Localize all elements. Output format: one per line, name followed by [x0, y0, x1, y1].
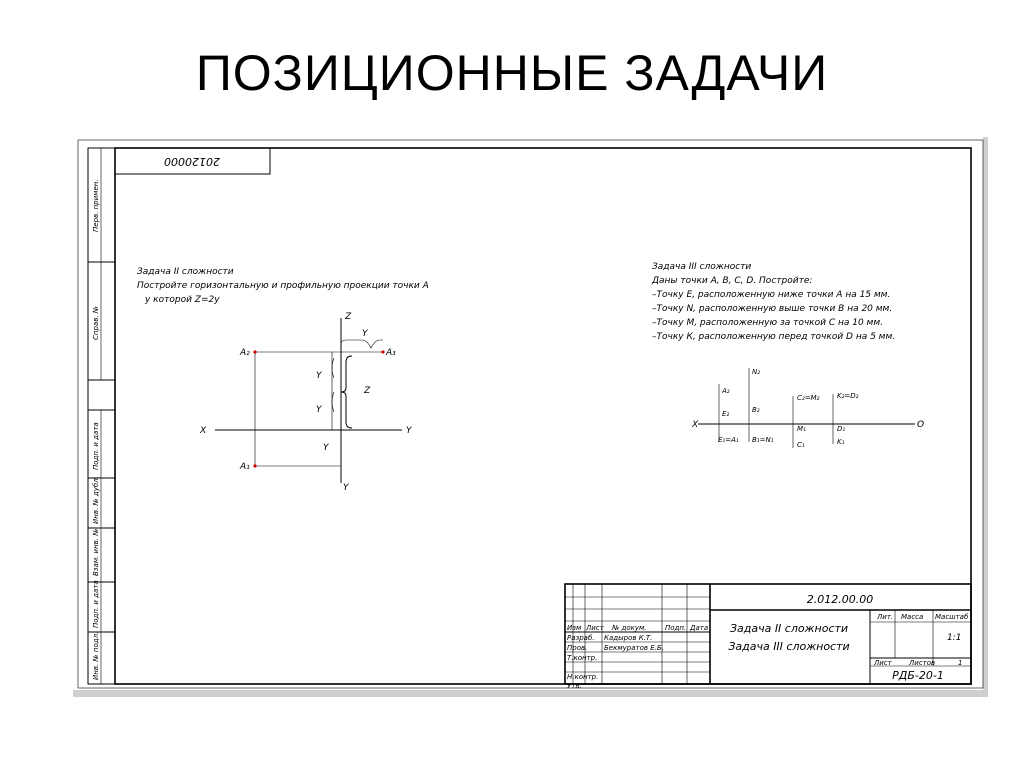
- tb-col-sign: Подп.: [665, 624, 687, 632]
- side-label-4: Инв. № дубл.: [92, 476, 100, 524]
- task3-label-e2: E₂: [722, 410, 730, 418]
- task3-label-k1: K₁: [837, 438, 845, 446]
- task3-label-c1: C₁: [797, 441, 805, 449]
- tb-row-role: Пров.: [567, 644, 588, 652]
- tb-mass-header: Масса: [901, 613, 924, 621]
- task2-brace-z: [341, 356, 352, 428]
- tb-col-izm: Изм: [567, 624, 582, 632]
- tb-col-list: Лист: [586, 624, 604, 632]
- tb-code: 2.012.00.00: [806, 593, 874, 606]
- task3-label-x: X: [692, 420, 699, 430]
- task2-label-z-brace: Z: [364, 386, 371, 396]
- task3-label-k2d2: K₂=D₂: [837, 392, 859, 400]
- task3-line-2: –Точку Е, расположенную ниже точки А на 15 мм.: [652, 290, 891, 300]
- task2-label-y-bottom: Y: [343, 483, 349, 493]
- task2-label-y-mid: Y: [323, 443, 329, 453]
- side-label-2: Справ. №: [92, 305, 100, 340]
- task2-diagram: [199, 312, 413, 493]
- task2-label-y-top: Y: [362, 329, 368, 339]
- task2-text: [137, 267, 429, 305]
- tb-name-line1: Задача II сложности: [729, 622, 849, 635]
- task3-diagram: [691, 368, 924, 449]
- task2-line-2: у которой Z=2y: [145, 295, 220, 305]
- task3-label-o: O: [917, 420, 925, 430]
- tb-scale-header: Масштаб: [935, 613, 969, 621]
- task2-title: Задача II сложности: [137, 267, 234, 277]
- tb-col-date: Дата: [690, 624, 709, 632]
- side-label-6: Подп. и дата: [92, 580, 100, 628]
- title-block: [565, 584, 971, 690]
- task3-line-1: Даны точки А, В, С, D. Постройте:: [652, 276, 813, 286]
- tb-sheet-label: Лист: [874, 659, 892, 667]
- task3-line-5: –Точку К, расположенную перед точкой D на 5 мм.: [652, 332, 896, 342]
- task2-label-a3: A₃: [386, 348, 396, 358]
- task3-label-a2: A₂: [722, 387, 730, 395]
- task2-label-y-right: Y: [406, 426, 412, 436]
- task3-text: [651, 262, 895, 342]
- task3-label-b1n1: B₁=N₁: [752, 436, 774, 444]
- tb-row-role: Н.контр.: [567, 673, 599, 681]
- side-label-5: Взам. инв. №: [92, 528, 100, 576]
- side-label-1: Перв. примен.: [92, 179, 100, 232]
- tb-row-role: Разраб.: [567, 634, 595, 642]
- tb-row-role: Т.контр.: [567, 654, 598, 662]
- top-stamp: [115, 148, 270, 174]
- side-strip: [88, 148, 115, 684]
- task2-label-a2: A₂: [240, 348, 250, 358]
- task2-brace-top: [341, 340, 383, 348]
- tb-row-name: Бекмуратов Е.Б.: [604, 644, 664, 652]
- tb-org: РДБ-20-1: [892, 669, 944, 682]
- tb-row-name: Кадыров К.Т.: [604, 634, 653, 642]
- side-label-7: Инв. № подл.: [92, 631, 100, 680]
- task2-line-1: Постройте горизонтальную и профильную проекции точки А: [137, 281, 429, 291]
- tb-sheets-label: Листов: [909, 659, 936, 667]
- slide-title: ПОЗИЦИОННЫЕ ЗАДАЧИ: [195, 45, 829, 101]
- top-stamp-code: 20120000: [164, 155, 220, 168]
- task3-line-3: –Точку N, расположенную выше точки В на 20 мм.: [652, 304, 893, 314]
- task2-label-a1: A₁: [240, 462, 250, 472]
- side-label-3: Подп. и дата: [92, 422, 100, 470]
- task3-label-d1: D₁: [837, 425, 846, 433]
- tb-scale-value: 1:1: [947, 633, 962, 643]
- task3-label-e1a1: E₁=A₁: [718, 436, 739, 444]
- task3-title: Задача III сложности: [652, 262, 752, 272]
- task2-label-y2: Y: [316, 405, 322, 415]
- task2-label-z-top: Z: [345, 312, 352, 322]
- task2-label-x: X: [200, 426, 207, 436]
- tb-sheets-value: 1: [958, 659, 963, 667]
- tb-row-role: Утв.: [567, 682, 582, 690]
- task3-label-m1: M₁: [797, 425, 806, 433]
- task3-label-c2m2: C₂=M₂: [797, 394, 820, 402]
- tb-lit-header: Лит.: [877, 613, 894, 621]
- task3-label-b2: B₂: [752, 406, 760, 414]
- task3-line-4: –Точку М, расположенную за точкой С на 10 мм.: [652, 318, 883, 328]
- tb-name-line2: Задача III сложности: [728, 640, 850, 653]
- task3-label-n2: N₂: [752, 368, 761, 376]
- task2-label-y1: Y: [316, 371, 322, 381]
- tb-col-doc: № докум.: [612, 624, 647, 632]
